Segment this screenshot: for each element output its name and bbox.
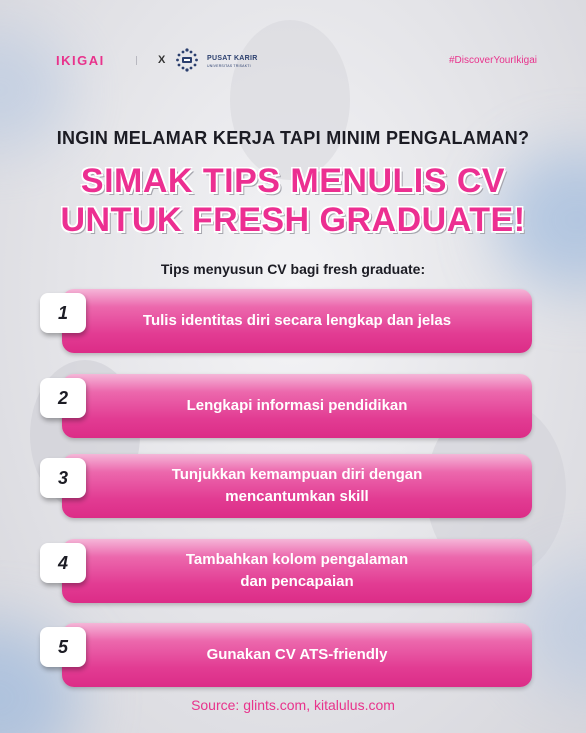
main-title-line-2: UNTUK FRESH GRADUATE!: [60, 201, 526, 239]
tip-item-3: [40, 454, 532, 518]
tip-text: Tunjukkan kemampuan diri dengan mencantumkan skill: [171, 466, 423, 505]
tip-number-badge: 4: [40, 543, 86, 583]
tip-item-1: [40, 289, 532, 353]
tip-text: Tambahkan kolom pengalaman dan pencapaian: [185, 551, 409, 590]
header: [0, 0, 586, 110]
tip-number-badge: 2: [40, 378, 86, 418]
ikigai-logo: IKIGAI: [56, 53, 105, 68]
tip-number-badge: 5: [40, 627, 86, 667]
tip-item-2: [40, 374, 532, 438]
collab-separator: X: [158, 54, 166, 66]
hashtag: #DiscoverYourIkigai: [448, 55, 537, 66]
pusat-karir-logo-icon: [174, 47, 200, 73]
tip-text: Tulis identitas diri secara lengkap dan jelas: [142, 312, 452, 329]
tip-text: Gunakan CV ATS-friendly: [206, 646, 388, 663]
tip-text: Lengkapi informasi pendidikan: [186, 397, 408, 414]
pusat-karir-title: PUSAT KARIR: [207, 55, 258, 62]
main-title-line-1: SIMAK TIPS MENULIS CV: [80, 162, 506, 200]
pusat-karir-subtitle: UNIVERSITAS TRISAKTI: [207, 64, 251, 68]
tips-subheading: Tips menyusun CV bagi fresh graduate:: [160, 261, 426, 277]
question-heading: INGIN MELAMAR KERJA TAPI MINIM PENGALAMAN?: [56, 128, 530, 148]
tip-number-badge: 3: [40, 458, 86, 498]
tip-item-5: [40, 623, 532, 687]
source-credit: Source: glints.com, kitalulus.com: [191, 697, 395, 713]
tip-number-badge: 1: [40, 293, 86, 333]
tip-item-4: [40, 539, 532, 603]
